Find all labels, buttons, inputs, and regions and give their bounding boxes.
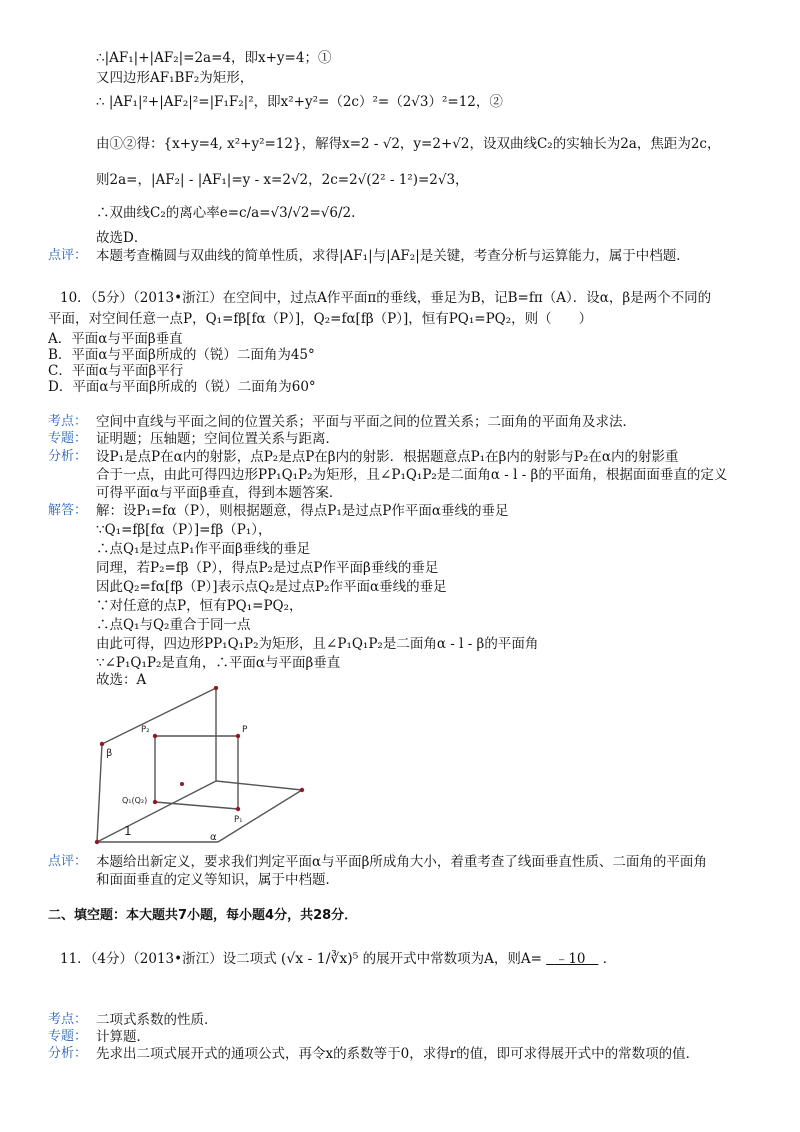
- stem-end: ．: [602, 951, 617, 967]
- point-p2: [153, 734, 157, 738]
- answer-line: 因此Q₂=fα[fβ（P）]表示点Q₂是过点P₂作平面α垂线的垂足: [96, 579, 447, 595]
- fenxi-label: 分析：: [48, 1046, 88, 1061]
- question-stem: [60, 950, 616, 969]
- fenxi-text: 合于一点，由此可得四边形PP₁Q₁P₂为矩形，且∠P₁Q₁P₂是二面角α - l - β的平面角，根据面面垂直的定义: [96, 467, 728, 483]
- label-beta: β: [106, 748, 113, 759]
- answer-blank: ﹣10: [554, 951, 586, 967]
- solution-line: ∴双曲线C₂的离心率e=c/a=√3/√2=√6/2.: [96, 205, 356, 221]
- kaodian-label: 考点：: [48, 414, 88, 429]
- answer-line: ∴点Q₁与Q₂重合于同一点: [96, 617, 251, 633]
- dihedral-angle-figure: [92, 686, 310, 846]
- answer-line: ∵对任意的点P，恒有PQ₁=PQ₂，: [96, 598, 303, 614]
- question-stem: 10．（5分）（2013•浙江）在空间中，过点A作平面π的垂线，垂足为B，记B=fπ（A）．设α，β是两个不同的: [60, 290, 712, 306]
- kaodian-text: 二项式系数的性质．: [96, 1012, 218, 1028]
- answer-line: ∴点Q₁是过点P₁作平面β垂线的垂足: [96, 541, 311, 557]
- vertex-point: [100, 742, 104, 746]
- stem-suffix: 的展开式中常数项为A，则A=: [362, 951, 542, 967]
- label-p1: P₁: [234, 815, 243, 825]
- plane-beta-left-edge: [97, 744, 102, 842]
- point-q1: [153, 800, 157, 804]
- answer-line: ∵Q₁=fβ[fα（P）]=fβ（P₁），: [96, 522, 272, 538]
- answer-line: 同理，若P₂=fβ（P），得点P₂是过点P作平面β垂线的垂足: [96, 560, 439, 576]
- fenxi-text: 设P₁是点P在α内的射影，点P₂是点P在β内的射影．根据题意点P₁在β内的射影与P₂在α内的射影重: [96, 449, 679, 465]
- answer-line: ∵∠P₁Q₁P₂是直角，∴平面α与平面β垂直: [96, 655, 341, 671]
- label-l: 1: [124, 824, 132, 838]
- option-c: C．平面α与平面β平行: [48, 363, 184, 379]
- label-q1-q2: Q₁(Q₂): [122, 796, 148, 805]
- solution-line: 又四边形AF₁BF₂为矩形，: [96, 70, 254, 86]
- intersection-line-l: [97, 781, 216, 842]
- dianping-label: 点评：: [48, 854, 88, 869]
- plane-alpha-right-edge: [218, 790, 302, 842]
- jieda-label: 解答：: [48, 503, 88, 518]
- dianping-text: 本题给出新定义，要求我们判定平面α与平面β所成角大小，着重考查了线面垂直性质、二面角的平面角: [96, 854, 707, 870]
- section-heading: 二、填空题：本大题共7小题，每小题4分，共28分．: [48, 908, 358, 923]
- point-p1: [236, 807, 240, 811]
- label-p2: P₂: [141, 725, 150, 735]
- option-d: D．平面α与平面β所成的（锐）二面角为60°: [48, 379, 316, 395]
- vertex-point: [214, 686, 218, 690]
- zhuanti-label: 专题：: [48, 431, 88, 446]
- fenxi-text: 可得平面α与平面β垂直，得到本题答案．: [96, 485, 343, 501]
- dianping-text: 和面面垂直的定义等知识，属于中档题．: [96, 872, 339, 888]
- point-p: [236, 734, 240, 738]
- label-alpha: α: [210, 832, 217, 843]
- zhuanti-label: 专题：: [48, 1029, 88, 1044]
- zhuanti-text: 计算题．: [96, 1029, 150, 1045]
- solution-line: ∴ |AF₁|²+|AF₂|²=|F₁F₂|²，即x²+y²=（2c）²=（2√3）²=12，②: [96, 94, 503, 110]
- answer-line: 由此可得，四边形PP₁Q₁P₂为矩形，且∠P₁Q₁P₂是二面角α - l - β的平面角: [96, 636, 539, 652]
- question-stem: 平面，对空间任意一点P，Q₁=fβ[fα（P）]，Q₂=fα[fβ（P）]，恒有PQ₁=PQ₂，则（ ）: [48, 311, 593, 327]
- zhuanti-text: 证明题；压轴题；空间位置关系与距离．: [96, 431, 339, 447]
- option-a: A．平面α与平面β垂直: [48, 331, 183, 347]
- comment-text: 本题考查椭圆与双曲线的简单性质，求得|AF₁|与|AF₂|是关键，考查分析与运算能力，属于中档题．: [96, 248, 690, 264]
- fenxi-text: 先求出二项式展开式的通项公式，再令x的系数等于0，求得r的值，即可求得展开式中的常数项的值．: [96, 1046, 700, 1062]
- kaodian-text: 空间中直线与平面之间的位置关系；平面与平面之间的位置关系；二面角的平面角及求法．: [96, 414, 636, 430]
- solution-line: 由①②得：{x+y=4, x²+y²=12}，解得x=2 - √2，y=2+√2，设双曲线C₂的实轴长为2a，焦距为2c，: [96, 136, 721, 152]
- option-b: B．平面α与平面β所成的（锐）二面角为45°: [48, 347, 315, 363]
- solution-line: ∴|AF₁|+|AF₂|=2a=4，即x+y=4；①: [96, 50, 332, 66]
- fenxi-label: 分析：: [48, 449, 88, 464]
- answer-line: 解：设P₁=fα（P），则根据题意，得点P₁是过点P作平面α垂线的垂足: [96, 503, 509, 519]
- point-on-l: [180, 782, 184, 786]
- vertex-point: [300, 788, 304, 792]
- solution-line: 则2a=，|AF₂| - |AF₁|=y - x=2√2，2c=2√(2² - 1²)=2√3，: [96, 172, 469, 188]
- answer-line: 故选：A: [96, 672, 147, 688]
- solution-line: 故选D．: [96, 230, 148, 246]
- binomial-expression: (√x - 1/∛x)⁵: [280, 951, 359, 967]
- comment-label: 点评：: [48, 248, 88, 263]
- kaodian-label: 考点：: [48, 1012, 88, 1027]
- vertex-point: [95, 840, 99, 844]
- plane-alpha-back-edge: [216, 781, 302, 790]
- label-p: P: [242, 725, 248, 735]
- stem-prefix: 11．（4分）（2013•浙江）设二项式: [60, 951, 277, 967]
